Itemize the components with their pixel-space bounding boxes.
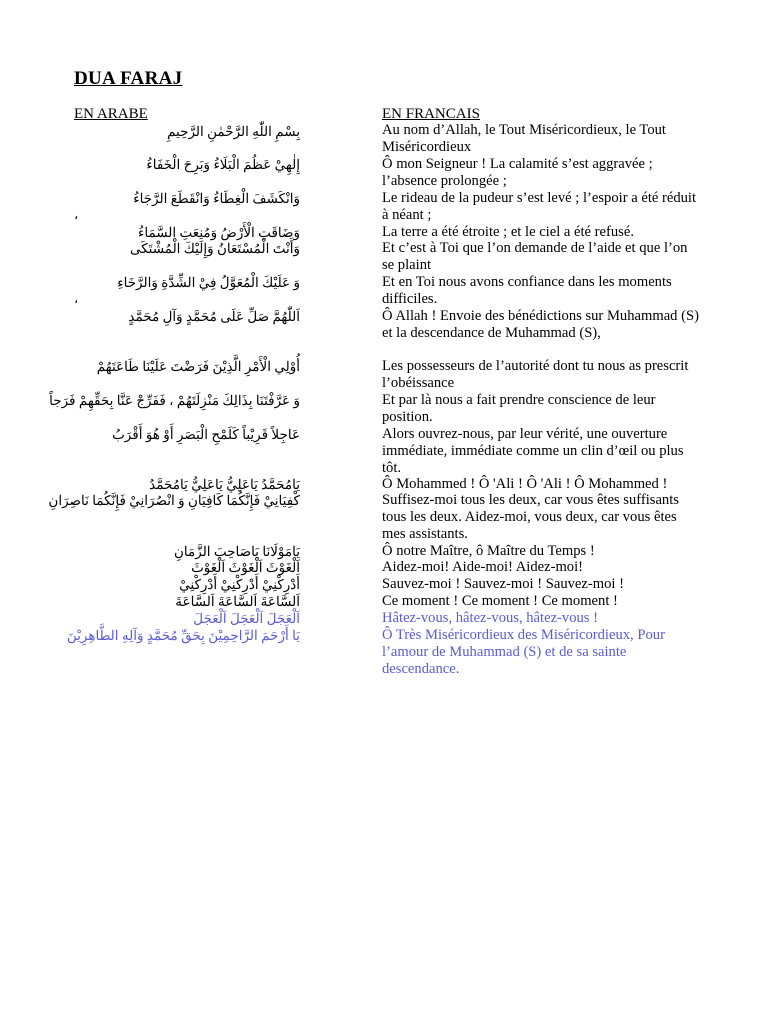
french-line: La terre a été étroite ; et le ciel a été refusé. [382,224,634,240]
arabic-line: أَدْرِكْنِيْ أَدْرِكْنِيْ أَدْرِكْنِيْ [179,577,300,592]
arabic-line: اَلْغَوْثَ اَلْغَوْثَ اَلْغَوْثَ [191,560,300,575]
french-line: Suffisez-moi tous les deux, car vous êtes suffisants tous les deux. Aidez-moi, vous deux, car vous êtes mes assistants. [382,492,679,542]
french-column-heading: EN FRANCAIS [382,106,480,122]
french-line: Sauvez-moi ! Sauvez-moi ! Sauvez-moi ! [382,576,624,592]
arabic-line: اَلسَّاعَةَ اَلسَّاعَةَ اَلسَّاعَةَ [175,594,300,609]
arabic-line: اَلْعَجَلَ اَلْعَجَلَ اَلْعَجَلَ [193,611,300,626]
french-line: Alors ouvrez-nous, par leur vérité, une ouverture immédiate, immédiate comme un clin d’œil ou plus tôt. [382,426,684,476]
arabic-column-heading: EN ARABE [74,106,148,122]
arabic-line: وَضَاقَتِ الْأَرْضُ وَمُنِعَتِ السَّمَاءُ [138,225,300,240]
arabic-line: يَامَوْلَانَا يَاصَاحِبَ الزَّمَانِ [173,544,300,559]
french-line: Les possesseurs de l’autorité dont tu nous as prescrit l’obéissance [382,358,689,391]
arabic-line: اَللّٰهُمَّ صَلِّ عَلَى مُحَمَّدٍ وَآلِ مُحَمَّدٍ [128,309,300,324]
arabic-line: بِسْمِ اللّٰهِ الرَّحْمٰنِ الرَّحِيمِ [167,124,300,139]
arabic-line: يَامُحَمَّدُ يَاعَلِيُّ يَاعَلِيُّ يَامُحَمَّدُ [149,477,300,492]
document-title: DUA FARAJ [74,68,183,89]
french-line: Ô notre Maître, ô Maître du Temps ! [382,543,595,559]
french-line: Le rideau de la pudeur s’est levé ; l’espoir a été réduit à néant ; [382,190,697,223]
french-line: Aidez-moi! Aide-moi! Aidez-moi! [382,559,584,575]
french-line: Ô mon Seigneur ! La calamité s’est aggravée ; l’absence prolongée ; [382,156,653,189]
arabic-comma: ، [74,207,79,222]
arabic-line: إِلٰهِيْ عَظُمَ الْبَلَاءُ وَبَرِحَ الْخَفَاءُ [146,157,300,172]
arabic-line: وَ عَرَّفْتَنَا بِذَالِكَ مَنْزِلَتَهُمْ ، فَفَرِّجْ عَنَّا بِحَقِّهِمْ فَرَجاً [49,393,300,408]
french-line: Et en Toi nous avons confiance dans les moments difficiles. [382,274,672,307]
arabic-line: يَا أَرْحَمَ الرَّاحِمِيْنَ بِحَقِّ مُحَمَّدٍ وَآلِهِ الطَّاهِرِيْنَ [66,628,300,643]
french-line: Hâtez-vous, hâtez-vous, hâtez-vous ! [382,610,598,626]
arabic-line: وَأَنْتَ الْمُسْتَعَانُ وَإِلَيْكَ الْمُشْتَكَى [129,241,300,256]
french-line: Ô Allah ! Envoie des bénédictions sur Muhammad (S) et la descendance de Muhammad (S), [382,308,699,341]
french-line: Ô Mohammed ! Ô 'Ali ! Ô 'Ali ! Ô Mohammed ! [382,476,668,492]
arabic-line: عَاجِلاً قَرِيْباً كَلَمْحِ الْبَصَرِ أَوْ هُوَ أَقْرَبُ [112,427,300,442]
french-line: Et c’est à Toi que l’on demande de l’aide et que l’on se plaint [382,240,688,273]
french-line: Ô Très Miséricordieux des Miséricordieux, Pour l’amour de Muhammad (S) et de sa sainte descendance. [382,627,665,677]
arabic-line: كْفِيَانِيْ فَإِنَّكُمَا كَافِيَانِ وَ انْصُرَانِيْ فَإِنَّكُمَا نَاصِرَانِ [48,493,300,508]
arabic-line: أُوْلِي الْأَمْرِ الَّذِيْنَ فَرَضْتَ عَلَيْنَا طَاعَتَهُمْ [96,359,300,374]
arabic-comma: ، [74,291,79,306]
french-line: Ce moment ! Ce moment ! Ce moment ! [382,593,618,609]
arabic-line: وَ عَلَيْكَ الْمُعَوَّلُ فِيْ الشِّدَّةِ وَالرَّخَاءِ [117,275,300,290]
french-line: Au nom d’Allah, le Tout Miséricordieux, le Tout Miséricordieux [382,122,666,155]
arabic-line: وَانْكَشَفَ الْغِطَاءُ وَانْقَطَعَ الرَّجَاءُ [133,191,300,206]
french-line: Et par là nous a fait prendre conscience de leur position. [382,392,656,425]
